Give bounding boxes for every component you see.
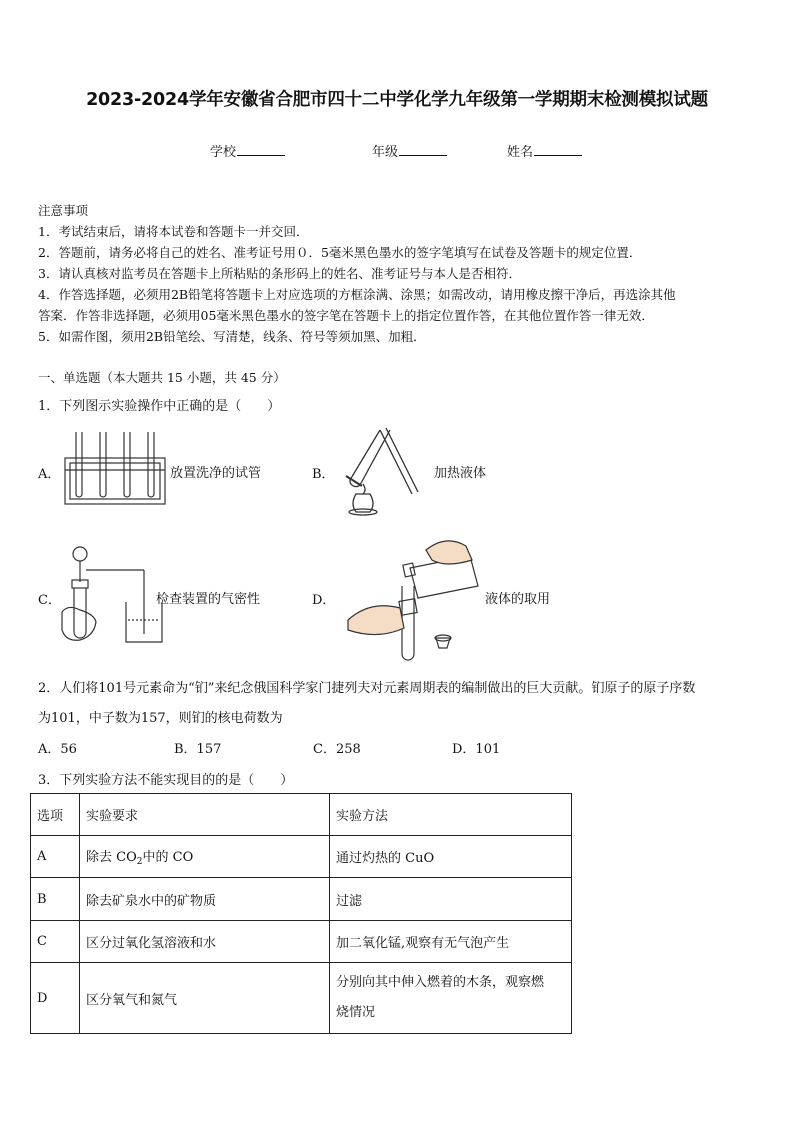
q2-option-a[interactable]: A．56 (38, 742, 77, 757)
q1-option-c-label[interactable]: C． (38, 593, 61, 608)
test-tube-rack-figure (62, 428, 170, 508)
grade-blank[interactable] (399, 143, 447, 156)
q3-table (30, 793, 572, 1034)
notice-heading: 注意事项 (38, 203, 89, 218)
q2-option-b[interactable]: B．157 (174, 742, 222, 757)
table-row (31, 963, 572, 1034)
q1-option-d-caption: 液体的取用 (485, 592, 551, 607)
table-row (31, 921, 572, 963)
q1-stem: 1．下列图示实验操作中正确的是（ ） (38, 399, 281, 414)
page-title: 2023-2024学年安徽省合肥市四十二中学化学九年级第一学期期末检测模拟试题 (86, 90, 708, 110)
q1-option-b-label[interactable]: B． (312, 467, 335, 482)
header-method: 实验方法 (330, 794, 572, 836)
row-method-line: 分别向其中伸入燃着的木条，观察燃 (336, 975, 545, 990)
q2-option-c[interactable]: C．258 (313, 742, 361, 757)
table-header-row (31, 794, 572, 836)
grade-field[interactable] (372, 141, 447, 160)
row-option: C (31, 921, 80, 963)
q2-option-d[interactable]: D．101 (452, 742, 501, 757)
row-method-line: 烧情况 (336, 1005, 376, 1020)
table-row (31, 836, 572, 878)
heating-liquid-figure (336, 424, 426, 524)
airtightness-check-figure (58, 542, 168, 648)
q3-stem: 3．下列实验方法不能实现目的的是（ ） (38, 773, 294, 788)
name-blank[interactable] (534, 143, 582, 156)
q1-option-a-caption: 放置洗净的试管 (170, 466, 262, 481)
notice-item: 答案．作答非选择题，必须用05毫米黑色墨水的签字笔在答题卡上的指定位置作答，在其他位置作答一律无效． (38, 308, 654, 323)
header-requirement: 实验要求 (80, 794, 330, 836)
q1-option-a-label[interactable]: A． (38, 467, 61, 482)
notice-item: 3．请认真核对监考员在答题卡上所粘贴的条形码上的姓名、准考证号与本人是否相符． (38, 266, 521, 281)
notice-item: 5．如需作图，须用2B铅笔绘、写清楚，线条、符号等须加黑、加粗． (38, 329, 426, 344)
table-row (31, 878, 572, 921)
row-option: D (31, 963, 80, 1034)
row-requirement: 除去矿泉水中的矿物质 (80, 878, 330, 921)
notice-item: 4．作答选择题，必须用2B铅笔将答题卡上对应选项的方框涂满、涂黑；如需改动，请用橡皮擦干净后，再选涂其他 (38, 287, 676, 302)
row-option: A (31, 836, 80, 878)
row-requirement: 除去 $CO_2$中的 CO (80, 836, 330, 878)
row-method: 通过灼热的 CuO (330, 836, 572, 878)
grade-label: 年级 (372, 145, 399, 160)
section-heading: 一、单选题（本大题共 15 小题，共 45 分） (38, 370, 286, 385)
q2-stem-line1: 2．人们将101号元素命为“钔”来纪念俄国科学家门捷列夫对元素周期表的编制做出的巨大贡献。钔原子的原子序数 (38, 681, 696, 696)
q1-option-d-label[interactable]: D． (312, 593, 336, 608)
row-method: 过滤 (330, 878, 572, 921)
liquid-pouring-figure (342, 530, 482, 668)
row-method: 加二氧化锰,观察有无气泡产生 (330, 921, 572, 963)
q1-option-c-caption: 检查装置的气密性 (156, 592, 261, 607)
name-label: 姓名 (507, 145, 534, 160)
header-option: 选项 (31, 794, 80, 836)
notice-item: 1．考试结束后，请将本试卷和答题卡一并交回． (38, 224, 309, 239)
school-field[interactable] (210, 141, 285, 160)
school-blank[interactable] (237, 143, 285, 156)
row-requirement: 区分氧气和氮气 (80, 963, 330, 1034)
q2-stem-line2: 为101，中子数为157，则钔的核电荷数为 (38, 711, 283, 726)
row-option: B (31, 878, 80, 921)
name-field[interactable] (507, 141, 582, 160)
notice-item: 2．答题前，请务必将自己的姓名、准考证号用０．5毫米黑色墨水的签字笔填写在试卷及答题卡的规定位置． (38, 245, 642, 260)
school-label: 学校 (210, 145, 237, 160)
q1-option-b-caption: 加热液体 (434, 466, 487, 481)
row-requirement: 区分过氧化氢溶液和水 (80, 921, 330, 963)
row-method (330, 963, 572, 1034)
